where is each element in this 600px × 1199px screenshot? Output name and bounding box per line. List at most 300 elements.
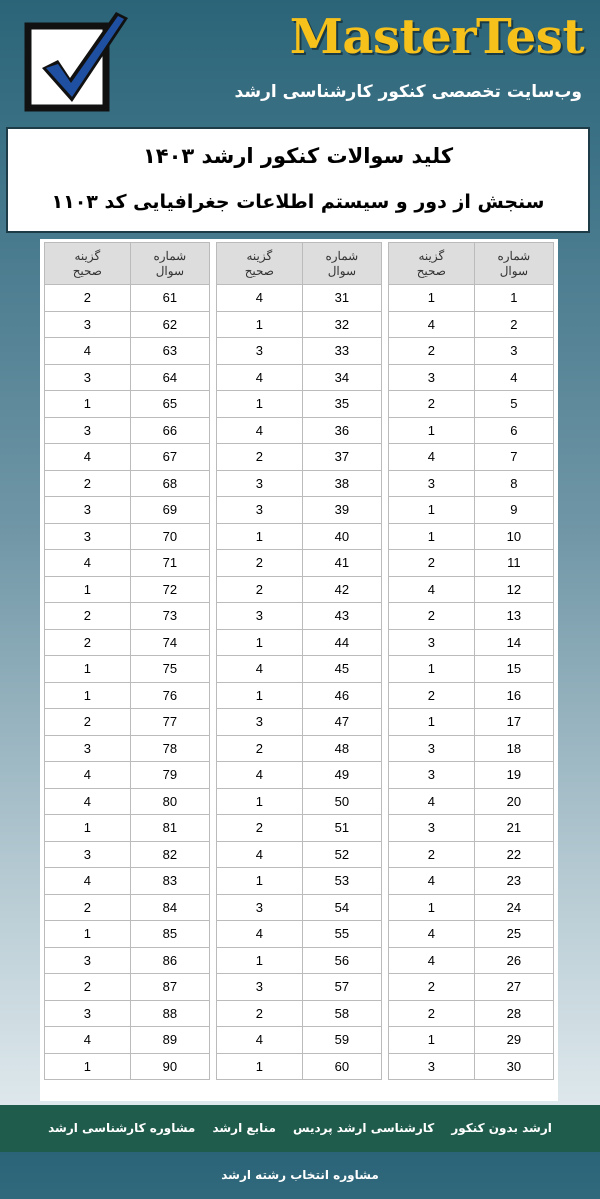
table-row: [45, 656, 210, 683]
table-row: [389, 921, 554, 948]
question-number: 74: [130, 629, 209, 656]
correct-option: 3: [389, 1053, 475, 1080]
table-row: [389, 1053, 554, 1080]
correct-option: 3: [389, 629, 475, 656]
question-number: 30: [474, 1053, 553, 1080]
table-row: [389, 629, 554, 656]
question-number: 52: [302, 841, 381, 868]
question-number: 15: [474, 656, 553, 683]
question-number: 78: [130, 735, 209, 762]
correct-option: 4: [389, 576, 475, 603]
question-number: 55: [302, 921, 381, 948]
column-header-question: [474, 243, 553, 285]
column-header-answer: [217, 243, 303, 285]
correct-option: 3: [45, 364, 131, 391]
question-number: 72: [130, 576, 209, 603]
question-number: 41: [302, 550, 381, 577]
correct-option: 1: [217, 1053, 303, 1080]
table-row: [45, 762, 210, 789]
correct-option: 4: [389, 921, 475, 948]
question-number: 24: [474, 894, 553, 921]
table-row: [217, 974, 382, 1001]
table-row: [45, 947, 210, 974]
column-header-question-line1: شماره: [497, 248, 531, 263]
table-row: [217, 391, 382, 418]
question-number: 8: [474, 470, 553, 497]
question-number: 40: [302, 523, 381, 550]
table-row: [45, 285, 210, 312]
correct-option: 4: [217, 841, 303, 868]
table-row: [45, 550, 210, 577]
correct-option: 3: [45, 735, 131, 762]
answer-table-1: [388, 242, 554, 1080]
correct-option: 1: [389, 1027, 475, 1054]
correct-option: 3: [217, 974, 303, 1001]
correct-option: 1: [217, 682, 303, 709]
table-row: [45, 311, 210, 338]
question-number: 12: [474, 576, 553, 603]
table-row: [389, 1000, 554, 1027]
table-row: [217, 364, 382, 391]
correct-option: 3: [217, 894, 303, 921]
table-row: [45, 788, 210, 815]
table-row: [217, 1027, 382, 1054]
question-number: 37: [302, 444, 381, 471]
correct-option: 2: [45, 709, 131, 736]
correct-option: 2: [217, 735, 303, 762]
correct-option: 3: [45, 1000, 131, 1027]
correct-option: 4: [217, 1027, 303, 1054]
question-number: 53: [302, 868, 381, 895]
question-number: 75: [130, 656, 209, 683]
table-row: [217, 523, 382, 550]
table-row: [45, 603, 210, 630]
question-number: 28: [474, 1000, 553, 1027]
table-row: [389, 788, 554, 815]
question-number: 20: [474, 788, 553, 815]
question-number: 11: [474, 550, 553, 577]
title-box: [6, 127, 590, 233]
table-row: [45, 1000, 210, 1027]
correct-option: 2: [389, 974, 475, 1001]
correct-option: 3: [45, 417, 131, 444]
answer-table-3: [44, 242, 210, 1080]
table-row: [389, 311, 554, 338]
correct-option: 4: [217, 364, 303, 391]
question-number: 50: [302, 788, 381, 815]
question-number: 51: [302, 815, 381, 842]
table-row: [389, 523, 554, 550]
column-header-answer-line1: گزینه: [74, 248, 101, 263]
correct-option: 4: [45, 1027, 131, 1054]
question-number: 43: [302, 603, 381, 630]
table-row: [217, 815, 382, 842]
table-row: [217, 417, 382, 444]
correct-option: 2: [45, 629, 131, 656]
header: [0, 0, 600, 122]
question-number: 45: [302, 656, 381, 683]
column-header-answer-line2: صحیح: [72, 263, 102, 278]
table-row: [389, 735, 554, 762]
table-row: [45, 974, 210, 1001]
question-number: 79: [130, 762, 209, 789]
column-header-answer: [389, 243, 475, 285]
table-row: [389, 391, 554, 418]
question-number: 80: [130, 788, 209, 815]
page-title: کلید سوالات کنکور ارشد ۱۴۰۳: [142, 144, 454, 168]
table-row: [217, 947, 382, 974]
question-number: 29: [474, 1027, 553, 1054]
table-row: [389, 841, 554, 868]
column-header-answer-line1: گزینه: [418, 248, 445, 263]
question-number: 33: [302, 338, 381, 365]
question-number: 47: [302, 709, 381, 736]
question-number: 71: [130, 550, 209, 577]
table-row: [45, 921, 210, 948]
brand-name: MasterTest: [289, 9, 584, 65]
table-row: [217, 629, 382, 656]
correct-option: 1: [217, 391, 303, 418]
table-row: [217, 894, 382, 921]
question-number: 32: [302, 311, 381, 338]
correct-option: 4: [389, 947, 475, 974]
table-row: [217, 285, 382, 312]
correct-option: 3: [389, 735, 475, 762]
correct-option: 2: [45, 285, 131, 312]
question-number: 77: [130, 709, 209, 736]
question-number: 9: [474, 497, 553, 524]
table-row: [45, 735, 210, 762]
correct-option: 4: [217, 285, 303, 312]
table-row: [217, 735, 382, 762]
correct-option: 1: [389, 523, 475, 550]
footer-link-field-selection[interactable]: مشاوره انتخاب رشته ارشد: [221, 1168, 379, 1182]
table-row: [389, 285, 554, 312]
correct-option: 2: [389, 603, 475, 630]
question-number: 5: [474, 391, 553, 418]
correct-option: 2: [45, 470, 131, 497]
table-row: [217, 603, 382, 630]
correct-option: 3: [45, 947, 131, 974]
correct-option: 4: [45, 788, 131, 815]
question-number: 87: [130, 974, 209, 1001]
question-number: 36: [302, 417, 381, 444]
correct-option: 3: [217, 603, 303, 630]
correct-option: 4: [45, 338, 131, 365]
table-row: [217, 709, 382, 736]
table-row: [217, 1000, 382, 1027]
correct-option: 3: [45, 841, 131, 868]
table-row: [45, 417, 210, 444]
table-row: [217, 921, 382, 948]
correct-option: 1: [389, 894, 475, 921]
tagline: وب‌سایت تخصصی کنکور کارشناسی ارشد: [234, 82, 582, 102]
correct-option: 2: [389, 841, 475, 868]
table-row: [217, 470, 382, 497]
table-row: [45, 576, 210, 603]
correct-option: 2: [217, 550, 303, 577]
question-number: 81: [130, 815, 209, 842]
column-header-answer-line1: گزینه: [246, 248, 273, 263]
table-row: [45, 1053, 210, 1080]
correct-option: 3: [217, 709, 303, 736]
table-row: [389, 417, 554, 444]
correct-option: 1: [217, 629, 303, 656]
question-number: 67: [130, 444, 209, 471]
table-row: [389, 868, 554, 895]
correct-option: 4: [217, 762, 303, 789]
column-header-answer: [45, 243, 131, 285]
table-row: [389, 470, 554, 497]
answer-key-tables: [40, 239, 558, 1101]
table-row: [45, 444, 210, 471]
correct-option: 3: [389, 364, 475, 391]
column-header-answer-line2: صحیح: [244, 263, 274, 278]
question-number: 35: [302, 391, 381, 418]
table-row: [389, 947, 554, 974]
table-row: [389, 974, 554, 1001]
correct-option: 1: [389, 709, 475, 736]
question-number: 83: [130, 868, 209, 895]
correct-option: 2: [389, 338, 475, 365]
table-row: [217, 576, 382, 603]
question-number: 7: [474, 444, 553, 471]
table-row: [45, 682, 210, 709]
correct-option: 4: [45, 868, 131, 895]
footer-link-consulting[interactable]: مشاوره کارشناسی ارشد: [48, 1121, 196, 1135]
question-number: 58: [302, 1000, 381, 1027]
correct-option: 1: [45, 921, 131, 948]
correct-option: 2: [45, 894, 131, 921]
correct-option: 4: [389, 311, 475, 338]
question-number: 16: [474, 682, 553, 709]
correct-option: 3: [217, 497, 303, 524]
correct-option: 4: [217, 417, 303, 444]
correct-option: 4: [389, 788, 475, 815]
table-row: [45, 841, 210, 868]
correct-option: 1: [45, 391, 131, 418]
correct-option: 4: [45, 762, 131, 789]
question-number: 6: [474, 417, 553, 444]
question-number: 63: [130, 338, 209, 365]
table-row: [389, 894, 554, 921]
column-header-question-line2: سوال: [155, 263, 184, 278]
question-number: 62: [130, 311, 209, 338]
table-row: [389, 1027, 554, 1054]
table-row: [389, 656, 554, 683]
question-number: 26: [474, 947, 553, 974]
question-number: 89: [130, 1027, 209, 1054]
question-number: 23: [474, 868, 553, 895]
question-number: 42: [302, 576, 381, 603]
question-number: 86: [130, 947, 209, 974]
table-row: [217, 497, 382, 524]
correct-option: 3: [45, 523, 131, 550]
correct-option: 2: [389, 550, 475, 577]
column-header-question-line1: شماره: [153, 248, 187, 263]
correct-option: 1: [217, 311, 303, 338]
question-number: 19: [474, 762, 553, 789]
question-number: 17: [474, 709, 553, 736]
checkmark-logo-icon: [18, 4, 136, 116]
question-number: 56: [302, 947, 381, 974]
question-number: 22: [474, 841, 553, 868]
column-header-question-line1: شماره: [325, 248, 359, 263]
table-row: [217, 338, 382, 365]
question-number: 76: [130, 682, 209, 709]
correct-option: 2: [217, 1000, 303, 1027]
table-row: [217, 311, 382, 338]
footer-link-no-exam[interactable]: ارشد بدون کنکور: [451, 1121, 552, 1135]
footer-link-resources[interactable]: منابع ارشد: [212, 1121, 276, 1135]
question-number: 18: [474, 735, 553, 762]
question-number: 3: [474, 338, 553, 365]
correct-option: 1: [217, 868, 303, 895]
footer-link-pardis[interactable]: کارشناسی ارشد پردیس: [293, 1121, 435, 1135]
question-number: 59: [302, 1027, 381, 1054]
table-row: [217, 1053, 382, 1080]
question-number: 27: [474, 974, 553, 1001]
table-row: [217, 682, 382, 709]
correct-option: 1: [45, 656, 131, 683]
question-number: 69: [130, 497, 209, 524]
table-row: [389, 709, 554, 736]
table-row: [389, 444, 554, 471]
correct-option: 2: [389, 682, 475, 709]
correct-option: 4: [45, 550, 131, 577]
table-row: [217, 762, 382, 789]
question-number: 4: [474, 364, 553, 391]
question-number: 44: [302, 629, 381, 656]
table-row: [217, 656, 382, 683]
question-number: 70: [130, 523, 209, 550]
table-row: [389, 576, 554, 603]
correct-option: 2: [217, 444, 303, 471]
table-header-row: [217, 243, 382, 285]
question-number: 48: [302, 735, 381, 762]
table-row: [389, 603, 554, 630]
table-row: [45, 709, 210, 736]
table-row: [389, 815, 554, 842]
table-row: [45, 523, 210, 550]
correct-option: 2: [217, 576, 303, 603]
correct-option: 3: [389, 815, 475, 842]
table-row: [389, 338, 554, 365]
correct-option: 3: [389, 762, 475, 789]
table-row: [217, 868, 382, 895]
question-number: 38: [302, 470, 381, 497]
table-row: [45, 815, 210, 842]
table-row: [45, 470, 210, 497]
table-row: [45, 868, 210, 895]
question-number: 21: [474, 815, 553, 842]
footer-nav: [0, 1105, 600, 1182]
question-number: 10: [474, 523, 553, 550]
question-number: 25: [474, 921, 553, 948]
question-number: 39: [302, 497, 381, 524]
table-row: [45, 364, 210, 391]
correct-option: 4: [389, 868, 475, 895]
table-row: [45, 497, 210, 524]
question-number: 66: [130, 417, 209, 444]
table-row: [389, 364, 554, 391]
question-number: 65: [130, 391, 209, 418]
column-header-answer-line2: صحیح: [416, 263, 446, 278]
column-header-question: [302, 243, 381, 285]
table-row: [389, 497, 554, 524]
correct-option: 1: [389, 417, 475, 444]
question-number: 57: [302, 974, 381, 1001]
correct-option: 1: [45, 815, 131, 842]
question-number: 14: [474, 629, 553, 656]
correct-option: 2: [389, 391, 475, 418]
table-row: [217, 444, 382, 471]
question-number: 49: [302, 762, 381, 789]
correct-option: 1: [389, 497, 475, 524]
table-row: [389, 762, 554, 789]
correct-option: 2: [217, 815, 303, 842]
correct-option: 1: [45, 1053, 131, 1080]
question-number: 46: [302, 682, 381, 709]
correct-option: 1: [389, 656, 475, 683]
column-header-question-line2: سوال: [499, 263, 528, 278]
correct-option: 3: [217, 470, 303, 497]
correct-option: 2: [45, 974, 131, 1001]
correct-option: 4: [45, 444, 131, 471]
page-subtitle: سنجش از دور و سیستم اطلاعات جغرافیایی کد ۱۱۰۳: [51, 191, 545, 213]
correct-option: 1: [45, 682, 131, 709]
question-number: 13: [474, 603, 553, 630]
question-number: 84: [130, 894, 209, 921]
table-row: [45, 391, 210, 418]
correct-option: 3: [389, 470, 475, 497]
column-header-question-line2: سوال: [327, 263, 356, 278]
correct-option: 3: [45, 311, 131, 338]
correct-option: 2: [389, 1000, 475, 1027]
correct-option: 3: [217, 338, 303, 365]
table-row: [45, 1027, 210, 1054]
question-number: 64: [130, 364, 209, 391]
correct-option: 1: [45, 576, 131, 603]
column-header-question: [130, 243, 209, 285]
table-header-row: [389, 243, 554, 285]
table-row: [45, 629, 210, 656]
table-row: [45, 338, 210, 365]
correct-option: 1: [217, 947, 303, 974]
correct-option: 4: [217, 921, 303, 948]
table-row: [217, 550, 382, 577]
correct-option: 4: [217, 656, 303, 683]
question-number: 60: [302, 1053, 381, 1080]
question-number: 61: [130, 285, 209, 312]
question-number: 1: [474, 285, 553, 312]
answer-table-2: [216, 242, 382, 1080]
question-number: 34: [302, 364, 381, 391]
question-number: 73: [130, 603, 209, 630]
table-row: [45, 894, 210, 921]
table-row: [389, 682, 554, 709]
question-number: 2: [474, 311, 553, 338]
correct-option: 2: [45, 603, 131, 630]
correct-option: 3: [45, 497, 131, 524]
correct-option: 1: [217, 788, 303, 815]
question-number: 88: [130, 1000, 209, 1027]
question-number: 82: [130, 841, 209, 868]
question-number: 90: [130, 1053, 209, 1080]
question-number: 68: [130, 470, 209, 497]
table-row: [389, 550, 554, 577]
table-row: [217, 788, 382, 815]
